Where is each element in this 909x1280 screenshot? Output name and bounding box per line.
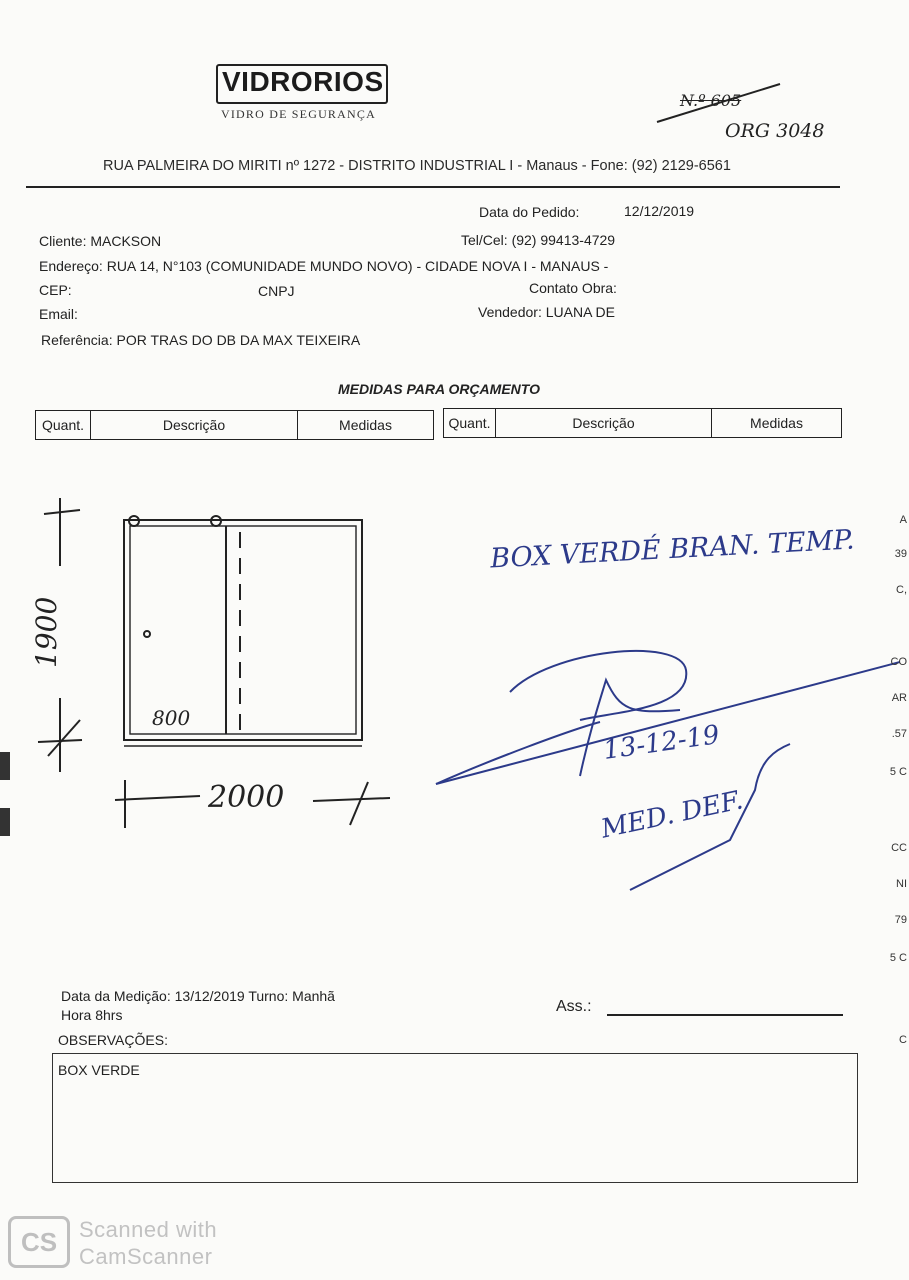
edge-fragment: A	[899, 514, 907, 526]
signature-line	[607, 1014, 843, 1016]
observations-label: OBSERVAÇÕES:	[58, 1032, 168, 1048]
left-edge-artifact	[0, 752, 10, 780]
camscanner-logo: CS	[8, 1216, 70, 1268]
edge-fragment: 5 C	[889, 952, 907, 964]
edge-fragment: CO	[890, 656, 907, 668]
edge-fragment: NI	[896, 878, 907, 890]
handwritten-measure-note: MED. DEF.	[598, 785, 746, 845]
observations-box	[52, 1053, 858, 1183]
company-address: RUA PALMEIRA DO MIRITI nº 1272 - DISTRITO INDUSTRIAL I - Manaus - Fone: (92) 2129-6561	[103, 158, 731, 174]
column-header: Quant.	[36, 411, 91, 439]
company-logo: VIDRORIOS	[222, 66, 384, 97]
phone-field: Tel/Cel: (92) 99413-4729	[461, 232, 616, 248]
seller-field: Vendedor: LUANA DE	[478, 304, 615, 320]
camscanner-watermark	[79, 1216, 217, 1270]
column-header: Medidas	[750, 415, 803, 431]
edge-fragment: 39	[894, 548, 907, 560]
edge-fragment: .57	[891, 728, 907, 740]
column-header: Medidas	[339, 417, 392, 433]
measures-header-left	[35, 410, 434, 440]
door-dimension-label: 800	[152, 706, 191, 730]
height-dimension-label: 1900	[30, 596, 63, 668]
observations-text: BOX VERDE	[58, 1062, 140, 1078]
measure-date-field: Data da Medição: 13/12/2019 Turno: Manhã	[61, 988, 335, 1004]
contact-field: Contato Obra:	[529, 280, 617, 296]
order-number-crossed: N.º 605	[680, 91, 742, 110]
left-edge-artifact	[0, 808, 10, 836]
edge-fragment: CC	[891, 842, 907, 854]
hour-field: Hora 8hrs	[61, 1007, 123, 1023]
reference-field: Referência: POR TRAS DO DB DA MAX TEIXEIRA	[41, 332, 361, 348]
header-divider	[26, 186, 840, 188]
edge-fragment: 5 C	[889, 766, 907, 778]
order-date-label: Data do Pedido:	[479, 204, 580, 220]
measures-title: MEDIDAS PARA ORÇAMENTO	[338, 381, 540, 397]
cep-field: CEP:	[39, 282, 72, 298]
signature-scribble	[430, 640, 900, 910]
column-header: Descrição	[91, 411, 298, 439]
cnpj-field: CNPJ	[258, 283, 295, 299]
edge-fragment: 79	[894, 914, 907, 926]
email-field: Email:	[39, 306, 78, 322]
address-field: Endereço: RUA 14, N°103 (COMUNIDADE MUNDO NOVO) - CIDADE NOVA I - MANAUS -	[39, 258, 609, 274]
order-date-value: 12/12/2019	[624, 203, 695, 219]
client-field: Cliente: MACKSON	[39, 233, 162, 249]
watermark-line: CamScanner	[79, 1244, 213, 1269]
edge-fragment: C,	[896, 584, 907, 596]
width-dimension-label: 2000	[208, 780, 285, 815]
company-tagline: VIDRO DE SEGURANÇA	[221, 107, 376, 121]
measures-header-right	[443, 408, 842, 438]
column-header: Descrição	[496, 409, 712, 437]
handwritten-product-note: BOX VERDÉ BRAN. TEMP.	[489, 524, 856, 575]
watermark-line: Scanned with	[79, 1217, 218, 1242]
handwritten-signature-date: 13-12-19	[601, 720, 722, 766]
handwritten-order-ref: ORG 3048	[725, 120, 825, 142]
column-header: Quant.	[444, 409, 496, 437]
signature-label: Ass.:	[556, 998, 592, 1015]
edge-fragment: C	[899, 1034, 907, 1046]
edge-fragment: AR	[891, 692, 907, 704]
